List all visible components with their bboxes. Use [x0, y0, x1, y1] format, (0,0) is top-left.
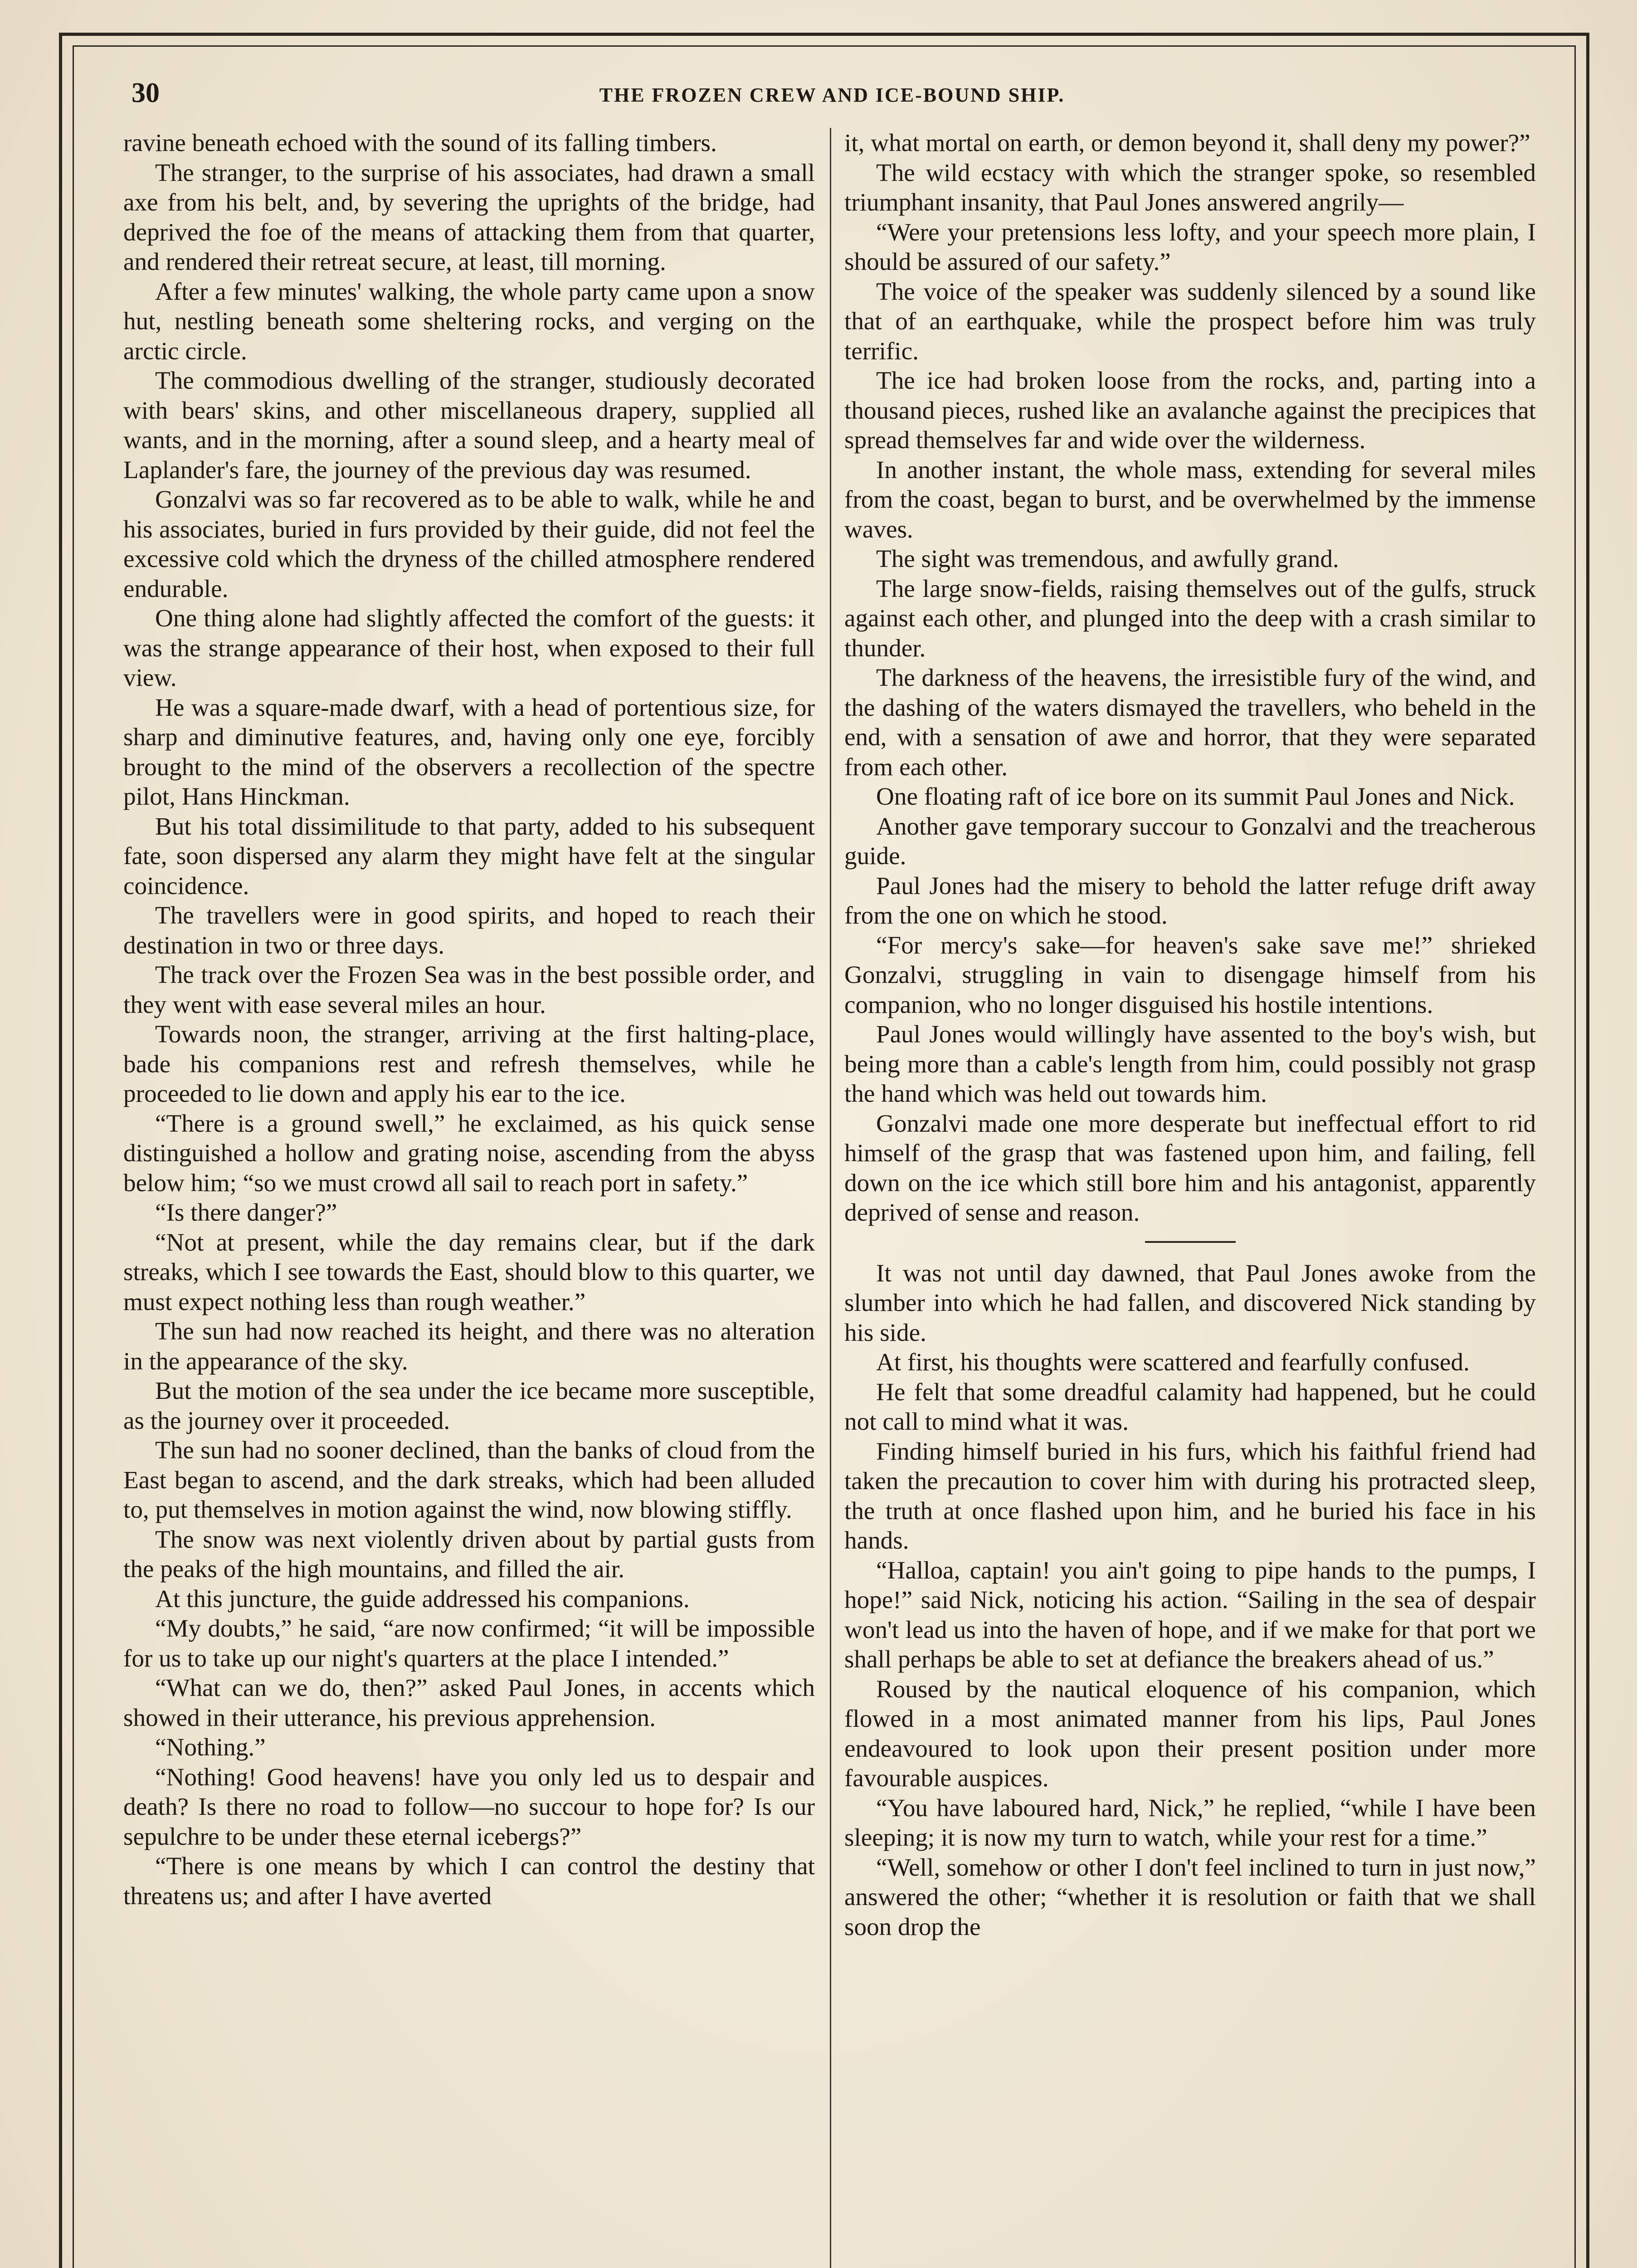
- paragraph: “Nothing.”: [155, 1733, 266, 1761]
- paragraph: it, what mortal on earth, or demon beyond it, shall deny my power?”: [844, 129, 1530, 156]
- paragraph: Gonzalvi made one more desperate but ineffectual effort to rid himself of the grasp that was fastened upon him, and failing, fell down on the ice which still bore him and his antagonist, apparently deprived of sense and reason.: [844, 1109, 1536, 1226]
- paragraph: Finding himself buried in his furs, which his faithful friend had taken the precaution to cover him with during his protracted sleep, the truth at once flashed upon him, and he buried his face in his hands.: [844, 1437, 1536, 1554]
- paragraph: “There is a ground swell,” he exclaimed, as his quick sense distinguished a hollow and grating noise, ascending from the abyss below him; “so we must crowd all sail to reach port in safety.”: [123, 1109, 815, 1197]
- paragraph: The ice had broken loose from the rocks, and, parting into a thousand pieces, rushed like an avalanche against the precipices that spread themselves far and wide over the wilderness.: [844, 367, 1536, 454]
- paragraph: One thing alone had slightly affected the comfort of the guests: it was the strange appearance of their host, when exposed to their full view.: [123, 604, 815, 691]
- paragraph: “Well, somehow or other I don't feel inclined to turn in just now,” answered the other; “whether it is resolution or faith that we shall soon drop the: [844, 1853, 1536, 1941]
- paragraph: The wild ecstacy with which the stranger spoke, so resembled triumphant insanity, that Paul Jones answered angrily—: [844, 158, 1536, 216]
- running-head: THE FROZEN CREW AND ICE-BOUND SHIP.: [599, 84, 1065, 106]
- paragraph: “Were your pretensions less lofty, and your speech more plain, I should be assured of our safety.”: [844, 218, 1536, 275]
- paragraph: “Nothing! Good heavens! have you only led us to despair and death? Is there no road to follow—no succour to hope for? Is our sepulchre to be under these eternal icebergs?”: [123, 1763, 815, 1850]
- paragraph: Paul Jones would willingly have assented to the boy's wish, but being more than a cable's length from him, could possibly not grasp the hand which was held out towards him.: [844, 1020, 1536, 1107]
- paragraph: Gonzalvi was so far recovered as to be able to walk, while he and his associates, buried in furs provided by their guide, did not feel the excessive cold which the dryness of the chilled atmosphere rendered endurable.: [123, 485, 815, 602]
- paragraph: “What can we do, then?” asked Paul Jones, in accents which showed in their utterance, his previous apprehension.: [123, 1674, 815, 1731]
- paragraph: But the motion of the sea under the ice became more susceptible, as the journey over it proceeded.: [123, 1377, 815, 1434]
- paragraph: The sight was tremendous, and awfully grand.: [876, 545, 1339, 572]
- paragraph: The large snow-fields, raising themselves out of the gulfs, struck against each other, and plunged into the deep with a crash similar to thunder.: [844, 574, 1536, 662]
- paragraph: The sun had no sooner declined, than the banks of cloud from the East began to ascend, and the dark streaks, which had been alluded to, put themselves in motion against the wind, now blowing stiffly.: [123, 1436, 815, 1523]
- paragraph: He was a square-made dwarf, with a head of portentious size, for sharp and diminutive features, and, having only one eye, forcibly brought to the mind of the observers a recollection of the spectre pilot, Hans Hinckman.: [123, 693, 815, 810]
- paragraph: Paul Jones had the misery to behold the latter refuge drift away from the one on which he stood.: [844, 871, 1536, 929]
- paragraph: In another instant, the whole mass, extending for several miles from the coast, began to burst, and be overwhelmed by the immense waves.: [844, 455, 1536, 543]
- paragraph: The snow was next violently driven about by partial gusts from the peaks of the high mountains, and filled the air.: [123, 1525, 815, 1583]
- paragraph: “There is one means by which I can control the destiny that threatens us; and after I have averted: [123, 1852, 815, 1910]
- paragraph: “Not at present, while the day remains clear, but if the dark streaks, which I see towards the East, should blow to this quarter, we must expect nothing less than rough weather.”: [123, 1228, 815, 1315]
- paragraph: The sun had now reached its height, and there was no alteration in the appearance of the sky.: [123, 1317, 815, 1375]
- paragraph: The commodious dwelling of the stranger, studiously decorated with bears' skins, and other miscellaneous drapery, supplied all wants, and in the morning, after a sound sleep, and a hearty meal of Laplander's fare, the journey of the previous day was resumed.: [123, 367, 815, 484]
- section-divider: [1145, 1241, 1236, 1243]
- paragraph: “Is there danger?”: [155, 1198, 337, 1226]
- paragraph: One floating raft of ice bore on its summit Paul Jones and Nick.: [876, 782, 1515, 810]
- column-divider: [830, 128, 831, 2268]
- paragraph: Another gave temporary succour to Gonzalvi and the treacherous guide.: [844, 812, 1536, 870]
- paragraph: “You have laboured hard, Nick,” he replied, “while I have been sleeping; it is now my turn to watch, while your rest for a time.”: [844, 1794, 1536, 1851]
- page-header: [127, 77, 1537, 118]
- left-column: [123, 128, 815, 2268]
- paragraph: The track over the Frozen Sea was in the best possible order, and they went with ease several miles an hour.: [123, 961, 815, 1018]
- paragraph: The travellers were in good spirits, and hoped to reach their destination in two or three days.: [123, 901, 815, 959]
- paragraph: “My doubts,” he said, “are now confirmed; “it will be impossible for us to take up our night's quarters at the place I intended.”: [123, 1614, 815, 1672]
- paragraph: After a few minutes' walking, the whole party came upon a snow hut, nestling beneath some sheltering rocks, and verging on the arctic circle.: [123, 277, 815, 365]
- paragraph: He felt that some dreadful calamity had happened, but he could not call to mind what it was.: [844, 1378, 1536, 1435]
- paragraph: The darkness of the heavens, the irresistible fury of the wind, and the dashing of the waters dismayed the travellers, who beheld in the end, with a sensation of awe and horror, that they were separated from each other.: [844, 664, 1536, 781]
- paragraph: At first, his thoughts were scattered and fearfully confused.: [876, 1348, 1470, 1376]
- paragraph: It was not until day dawned, that Paul Jones awoke from the slumber into which he had fallen, and discovered Nick standing by his side.: [844, 1259, 1536, 1346]
- paragraph: The stranger, to the surprise of his associates, had drawn a small axe from his belt, and, by severing the uprights of the bridge, had deprived the foe of the means of attacking them from that quarter, and rendered their retreat secure, at least, till morning.: [123, 158, 815, 275]
- paragraph: But his total dissimilitude to that party, added to his subsequent fate, soon dispersed any alarm they might have felt at the singular coincidence.: [123, 812, 815, 899]
- paragraph: At this juncture, the guide addressed his companions.: [155, 1584, 690, 1613]
- right-column: [844, 128, 1536, 2268]
- paragraph: Roused by the nautical eloquence of his companion, which flowed in a most animated manner from his lips, Paul Jones endeavoured to look upon their present position under more favourable auspices.: [844, 1675, 1536, 1792]
- paragraph: ravine beneath echoed with the sound of its falling timbers.: [123, 129, 717, 156]
- page-number: 30: [132, 78, 160, 108]
- paragraph: The voice of the speaker was suddenly silenced by a sound like that of an earthquake, while the prospect before him was truly terrific.: [844, 277, 1536, 365]
- paragraph: “For mercy's sake—for heaven's sake save me!” shrieked Gonzalvi, struggling in vain to disengage himself from his companion, who no longer disguised his hostile intentions.: [844, 931, 1536, 1018]
- paragraph: “Halloa, captain! you ain't going to pipe hands to the pumps, I hope!” said Nick, noticing his action. “Sailing in the sea of despair won't lead us into the haven of hope, and if we make for that port we shall perhaps be able to set at defiance the breakers ahead of us.”: [844, 1556, 1536, 1673]
- paragraph: Towards noon, the stranger, arriving at the first halting-place, bade his companions rest and refresh themselves, while he proceeded to lie down and apply his ear to the ice.: [123, 1020, 815, 1107]
